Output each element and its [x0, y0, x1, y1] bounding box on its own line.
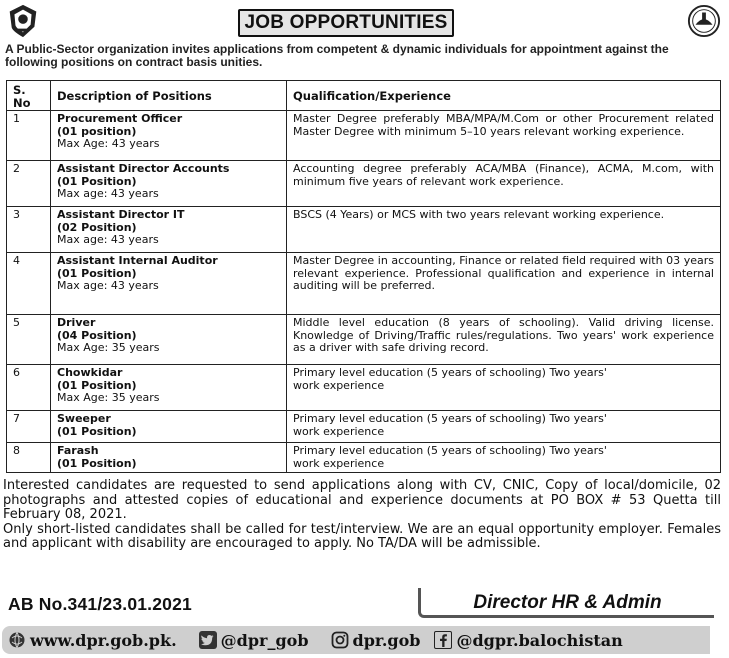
table-row	[7, 365, 721, 411]
position-count: (01 Position)	[57, 174, 137, 188]
position-title: Assistant Director Accounts	[57, 162, 230, 175]
position-count: (01 Position)	[57, 378, 137, 392]
selection-notice: Only short-listed candidates shall be called for test/interview. We are an equal opportunity employer. Females and applicant with disability are encouraged to apply. No TA/DA will be admissible.	[3, 521, 721, 552]
position-cell	[51, 411, 287, 443]
government-emblem-icon	[4, 2, 42, 40]
jobs-table	[6, 80, 721, 473]
organization-logo-icon	[687, 4, 721, 38]
position-count: (02 Position)	[57, 220, 137, 234]
facebook-handle: @dgpr.balochistan	[456, 630, 623, 650]
position-title: Assistant Internal Auditor	[57, 254, 218, 267]
table-header-row	[7, 81, 721, 111]
qualification-cell	[287, 411, 721, 443]
row-sno: 8	[7, 443, 51, 473]
signatory: Director HR & Admin	[418, 588, 714, 618]
table-row	[7, 253, 721, 315]
row-sno: 6	[7, 365, 51, 411]
position-count: (01 position)	[57, 124, 137, 138]
qualification-cell: Master Degree in accounting, Finance or related field required with 03 years relevant experience. Professional qualification and experience in internal auditing will be preferred.	[287, 253, 721, 315]
table-row	[7, 207, 721, 253]
position-count: (01 Position)	[57, 424, 137, 438]
position-age: Max age: 43 years	[57, 233, 159, 246]
header-qualification: Qualification/Experience	[287, 81, 721, 111]
position-count: (01 Position)	[57, 456, 137, 470]
twitter-handle: @dpr_gob	[220, 630, 309, 650]
position-age: Max age: 43 years	[57, 279, 159, 292]
position-age: Max Age: 35 years	[57, 391, 160, 404]
position-title: Chowkidar	[57, 366, 123, 379]
position-cell	[51, 443, 287, 473]
qualification-cell: Middle level education (8 years of schooling). Valid driving license. Knowledge of Driving/Traffic rules/regulations. Two years' work experience as a driver with safe driving record.	[287, 315, 721, 365]
instagram-handle: dpr.gob	[352, 630, 421, 650]
globe-icon	[8, 631, 26, 649]
header	[0, 0, 729, 42]
position-title: Assistant Director IT	[57, 208, 185, 221]
qualification-cell: Accounting degree preferably ACA/MBA (Finance), ACMA, M.com, with minimum five years of relevant work experience.	[287, 161, 721, 207]
advertisement-number: AB No.341/23.01.2021	[8, 594, 192, 614]
twitter-link[interactable]	[199, 631, 309, 650]
header-description: Description of Positions	[51, 81, 287, 111]
position-age: Max Age: 43 years	[57, 137, 160, 150]
position-count: (01 Position)	[57, 266, 137, 280]
table-row	[7, 111, 721, 161]
facebook-icon	[434, 631, 452, 649]
position-title: Procurement Officer	[57, 112, 183, 125]
row-sno: 5	[7, 315, 51, 365]
position-cell	[51, 365, 287, 411]
website-link[interactable]	[8, 631, 177, 650]
qualification-text: Primary level education (5 years of schooling) Two years' work experience	[293, 412, 607, 438]
position-title: Driver	[57, 316, 96, 329]
row-sno: 4	[7, 253, 51, 315]
instagram-icon	[331, 631, 349, 649]
page-title: JOB OPPORTUNITIES	[238, 9, 454, 37]
table-row	[7, 161, 721, 207]
row-sno: 2	[7, 161, 51, 207]
application-instructions: Interested candidates are requested to send applications along with CV, CNIC, Copy of local/domicile, 02 photographs and attested copies of educational and experience documents at PO BOX # 53 Quetta till February 08, 2021.	[3, 478, 721, 523]
position-cell	[51, 315, 287, 365]
row-sno: 1	[7, 111, 51, 161]
qualification-text: Primary level education (5 years of schooling) Two years' work experience	[293, 444, 607, 470]
intro-text: A Public-Sector organization invites applications from competent & dynamic individuals for appointment against the following positions on contract basis unities.	[5, 42, 669, 69]
row-sno: 7	[7, 411, 51, 443]
qualification-cell	[287, 365, 721, 411]
position-title: Farash	[57, 444, 99, 457]
table-row	[7, 411, 721, 443]
qualification-cell	[287, 443, 721, 473]
position-count: (04 Position)	[57, 328, 137, 342]
table-row	[7, 443, 721, 473]
qualification-cell: BSCS (4 Years) or MCS with two years relevant working experience.	[287, 207, 721, 253]
header-sno: S. No	[7, 81, 51, 111]
qualification-cell: Master Degree preferably MBA/MPA/M.Com or other Procurement related Master Degree with minimum 5–10 years relevant working experience.	[287, 111, 721, 161]
position-cell	[51, 207, 287, 253]
position-cell	[51, 253, 287, 315]
instagram-link[interactable]	[331, 631, 421, 650]
facebook-link[interactable]	[434, 631, 622, 650]
instructions	[3, 479, 721, 552]
row-sno: 3	[7, 207, 51, 253]
social-bar	[2, 626, 710, 654]
twitter-icon	[199, 631, 217, 649]
position-age: Max age: 43 years	[57, 187, 159, 200]
qualification-text: Primary level education (5 years of schooling) Two years' work experience	[293, 366, 607, 392]
position-cell	[51, 161, 287, 207]
position-title: Sweeper	[57, 412, 111, 425]
table-row	[7, 315, 721, 365]
website-url: www.dpr.gob.pk.	[30, 630, 177, 650]
position-age: Max Age: 35 years	[57, 341, 160, 354]
position-cell	[51, 111, 287, 161]
